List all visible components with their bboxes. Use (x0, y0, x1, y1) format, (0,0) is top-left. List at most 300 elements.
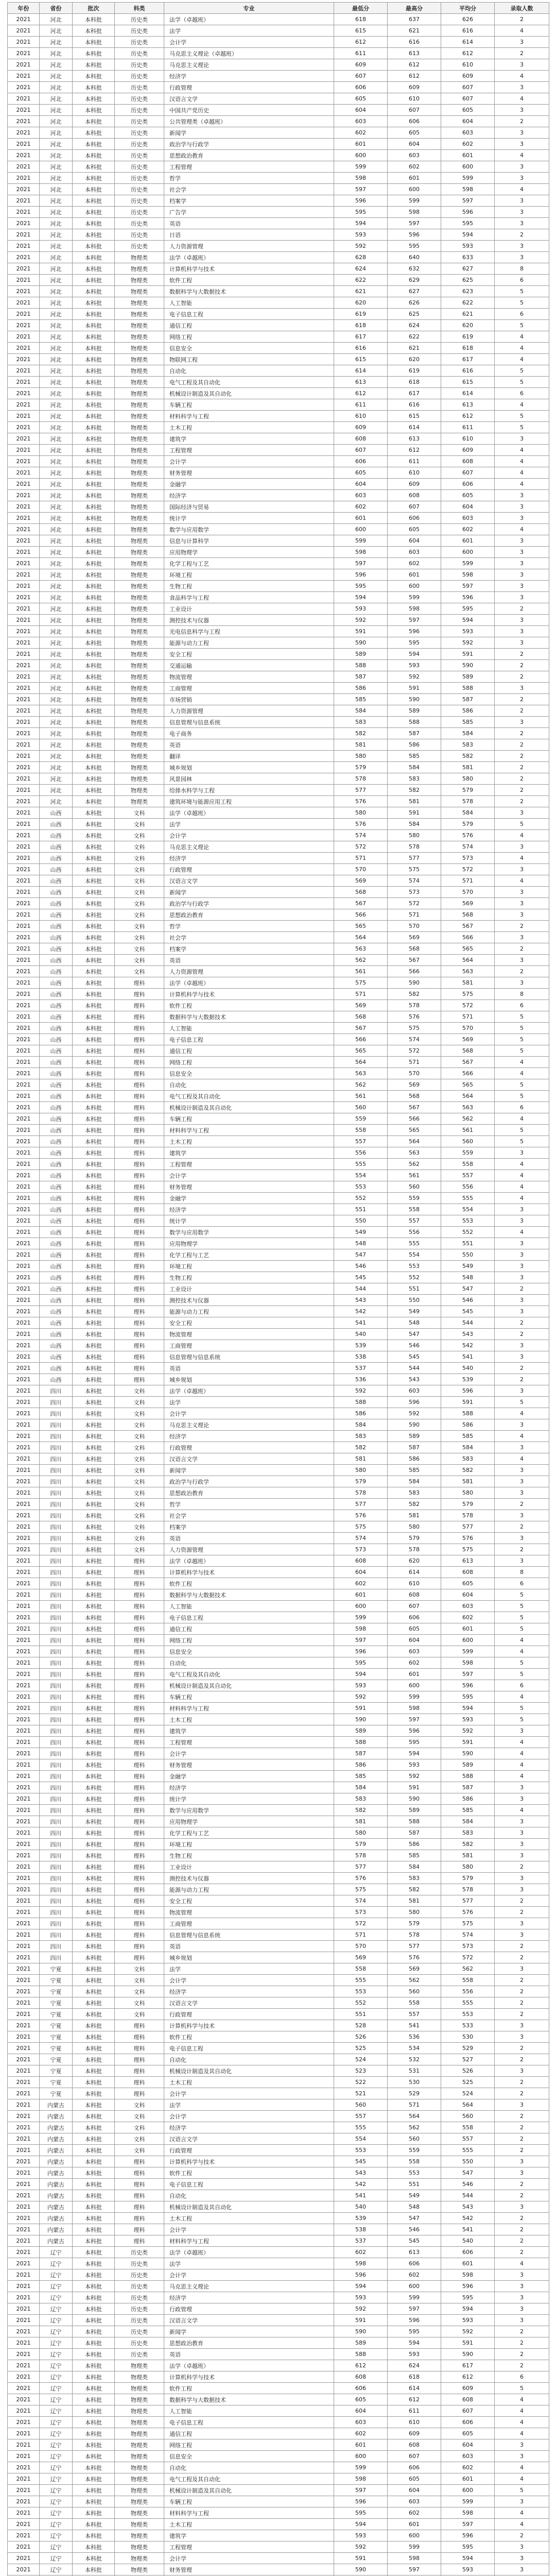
max-score-cell: 587 (388, 1827, 441, 1839)
province-cell: 山西 (40, 1011, 73, 1023)
major-cell: 档案学 (164, 943, 334, 955)
year-cell: 2021 (8, 2258, 40, 2269)
admitted-count-cell: 3 (495, 1215, 549, 1227)
major-cell: 翻译 (164, 751, 334, 762)
province-cell: 辽宁 (40, 2519, 73, 2530)
province-cell: 山西 (40, 1023, 73, 1034)
avg-score-cell: 593 (441, 241, 495, 252)
year-cell: 2021 (8, 2541, 40, 2553)
admitted-count-cell: 4 (495, 2405, 549, 2417)
province-cell: 辽宁 (40, 2315, 73, 2326)
max-score-cell: 604 (388, 1635, 441, 1646)
min-score-cell: 587 (334, 1748, 388, 1759)
col-header-max-score: 最高分 (388, 3, 441, 14)
avg-score-cell: 542 (441, 2213, 495, 2224)
min-score-cell: 576 (334, 1873, 388, 1884)
max-score-cell: 546 (388, 2224, 441, 2235)
batch-cell: 本科批 (73, 2337, 115, 2349)
min-score-cell: 541 (334, 2190, 388, 2201)
avg-score-cell: 578 (441, 1510, 495, 1521)
admitted-count-cell: 3 (495, 1884, 549, 1895)
year-cell: 2021 (8, 909, 40, 921)
admitted-count-cell: 5 (495, 1136, 549, 1147)
table-row (8, 161, 549, 173)
province-cell: 山西 (40, 887, 73, 898)
max-score-cell: 610 (388, 2417, 441, 2428)
avg-score-cell: 557 (441, 2133, 495, 2145)
province-cell: 四川 (40, 1782, 73, 1793)
table-row (8, 1793, 549, 1805)
subject-cell: 物理类 (115, 626, 164, 637)
major-cell: 社会学 (164, 1510, 334, 1521)
admitted-count-cell: 6 (495, 275, 549, 286)
major-cell: 法学（卓越班） (164, 1555, 334, 1567)
min-score-cell: 596 (334, 195, 388, 207)
subject-cell: 文科 (115, 1533, 164, 1544)
batch-cell: 本科批 (73, 1068, 115, 1079)
min-score-cell: 575 (334, 977, 388, 989)
major-cell: 能源与动力工程 (164, 1306, 334, 1317)
batch-cell: 本科批 (73, 1102, 115, 1113)
avg-score-cell: 547 (441, 2167, 495, 2179)
admitted-count-cell: 2 (495, 116, 549, 127)
admitted-count-cell: 4 (495, 456, 549, 467)
max-score-cell: 595 (388, 241, 441, 252)
major-cell: 英语 (164, 1941, 334, 1952)
batch-cell: 本科批 (73, 649, 115, 660)
avg-score-cell: 584 (441, 1816, 495, 1827)
avg-score-cell: 574 (441, 841, 495, 853)
min-score-cell: 588 (334, 1737, 388, 1748)
min-score-cell: 612 (334, 37, 388, 48)
subject-cell: 理科 (115, 2020, 164, 2031)
batch-cell: 本科批 (73, 705, 115, 717)
max-score-cell: 625 (388, 309, 441, 320)
batch-cell: 本科批 (73, 1374, 115, 1385)
admitted-count-cell: 2 (495, 921, 549, 932)
min-score-cell: 593 (334, 2292, 388, 2303)
min-score-cell: 608 (334, 433, 388, 445)
province-cell: 山西 (40, 1079, 73, 1091)
year-cell: 2021 (8, 1091, 40, 1102)
max-score-cell: 545 (388, 1351, 441, 1363)
admitted-count-cell: 3 (495, 1839, 549, 1850)
min-score-cell: 546 (334, 1261, 388, 1272)
year-cell: 2021 (8, 1374, 40, 1385)
max-score-cell: 593 (388, 2349, 441, 2360)
major-cell: 新闻学 (164, 887, 334, 898)
province-cell: 河北 (40, 694, 73, 705)
avg-score-cell: 574 (441, 1929, 495, 1941)
table-row (8, 1907, 549, 1918)
province-cell: 河北 (40, 14, 73, 25)
major-cell: 汉语言文学 (164, 93, 334, 105)
min-score-cell: 568 (334, 887, 388, 898)
min-score-cell: 593 (334, 1680, 388, 1691)
table-row (8, 660, 549, 671)
avg-score-cell: 584 (441, 728, 495, 739)
avg-score-cell: 616 (441, 25, 495, 37)
province-cell: 河北 (40, 343, 73, 354)
major-cell: 马克思主义理论 (164, 59, 334, 71)
subject-cell: 理科 (115, 1340, 164, 1351)
avg-score-cell: 610 (441, 59, 495, 71)
avg-score-cell: 600 (441, 161, 495, 173)
province-cell: 山西 (40, 966, 73, 977)
major-cell: 建筑学 (164, 1147, 334, 1159)
subject-cell: 物理类 (115, 365, 164, 377)
subject-cell: 理科 (115, 1068, 164, 1079)
province-cell: 宁夏 (40, 2043, 73, 2054)
subject-cell: 理科 (115, 1091, 164, 1102)
avg-score-cell: 533 (441, 2020, 495, 2031)
year-cell: 2021 (8, 1159, 40, 1170)
admitted-count-cell: 3 (495, 2156, 549, 2167)
year-cell: 2021 (8, 2519, 40, 2530)
admitted-count-cell: 5 (495, 1397, 549, 1408)
year-cell: 2021 (8, 2145, 40, 2156)
major-cell: 金融学 (164, 1771, 334, 1782)
min-score-cell: 571 (334, 1929, 388, 1941)
province-cell: 山西 (40, 1045, 73, 1057)
year-cell: 2021 (8, 683, 40, 694)
avg-score-cell: 581 (441, 1850, 495, 1861)
max-score-cell: 553 (388, 1261, 441, 1272)
min-score-cell: 524 (334, 2054, 388, 2065)
table-row (8, 1215, 549, 1227)
major-cell: 经济学 (164, 2122, 334, 2133)
table-row (8, 1510, 549, 1521)
max-score-cell: 593 (388, 660, 441, 671)
batch-cell: 本科批 (73, 762, 115, 773)
year-cell: 2021 (8, 1986, 40, 1997)
batch-cell: 本科批 (73, 1975, 115, 1986)
admitted-count-cell: 5 (495, 1091, 549, 1102)
table-row (8, 1363, 549, 1374)
province-cell: 河北 (40, 354, 73, 365)
major-cell: 行政管理 (164, 82, 334, 93)
subject-cell: 物理类 (115, 728, 164, 739)
major-cell: 交通运输 (164, 660, 334, 671)
major-cell: 工业设计 (164, 1861, 334, 1873)
province-cell: 宁夏 (40, 1963, 73, 1975)
table-row (8, 127, 549, 139)
admitted-count-cell: 6 (495, 309, 549, 320)
batch-cell: 本科批 (73, 2031, 115, 2043)
min-score-cell: 605 (334, 2394, 388, 2405)
major-cell: 英语 (164, 2349, 334, 2360)
admitted-count-cell: 4 (495, 25, 549, 37)
min-score-cell: 621 (334, 286, 388, 297)
table-row (8, 501, 549, 513)
max-score-cell: 587 (388, 728, 441, 739)
max-score-cell: 590 (388, 694, 441, 705)
batch-cell: 本科批 (73, 354, 115, 365)
min-score-cell: 578 (334, 1487, 388, 1499)
subject-cell: 物理类 (115, 2462, 164, 2473)
avg-score-cell: 558 (441, 1159, 495, 1170)
admitted-count-cell: 3 (495, 683, 549, 694)
year-cell: 2021 (8, 796, 40, 807)
min-score-cell: 605 (334, 467, 388, 479)
max-score-cell: 529 (388, 2088, 441, 2099)
province-cell: 四川 (40, 1929, 73, 1941)
province-cell: 内蒙古 (40, 2179, 73, 2190)
major-cell: 经济学 (164, 1986, 334, 1997)
min-score-cell: 592 (334, 2303, 388, 2315)
province-cell: 辽宁 (40, 2360, 73, 2371)
max-score-cell: 590 (388, 1793, 441, 1805)
batch-cell: 本科批 (73, 1680, 115, 1691)
province-cell: 辽宁 (40, 2292, 73, 2303)
major-cell: 新闻学 (164, 2326, 334, 2337)
min-score-cell: 600 (334, 1601, 388, 1612)
table-row (8, 1238, 549, 1249)
major-cell: 风景园林 (164, 773, 334, 785)
min-score-cell: 590 (334, 2326, 388, 2337)
admitted-count-cell: 2 (495, 1986, 549, 1997)
major-cell: 建筑学 (164, 2530, 334, 2541)
admitted-count-cell: 3 (495, 82, 549, 93)
major-cell: 政治学与行政学 (164, 139, 334, 150)
min-score-cell: 572 (334, 1918, 388, 1929)
province-cell: 四川 (40, 1646, 73, 1657)
table-row (8, 297, 549, 309)
max-score-cell: 578 (388, 841, 441, 853)
batch-cell: 本科批 (73, 2111, 115, 2122)
max-score-cell: 607 (388, 105, 441, 116)
batch-cell: 本科批 (73, 2167, 115, 2179)
avg-score-cell: 596 (441, 207, 495, 218)
avg-score-cell: 601 (441, 2258, 495, 2269)
major-cell: 马克思主义理论 (164, 2281, 334, 2292)
subject-cell: 物理类 (115, 603, 164, 615)
batch-cell: 本科批 (73, 309, 115, 320)
batch-cell: 本科批 (73, 1589, 115, 1601)
year-cell: 2021 (8, 1227, 40, 1238)
province-cell: 山西 (40, 1159, 73, 1170)
subject-cell: 物理类 (115, 2405, 164, 2417)
max-score-cell: 551 (388, 2179, 441, 2190)
year-cell: 2021 (8, 1793, 40, 1805)
batch-cell: 本科批 (73, 2247, 115, 2258)
max-score-cell: 567 (388, 1102, 441, 1113)
max-score-cell: 562 (388, 1159, 441, 1170)
subject-cell: 文科 (115, 1975, 164, 1986)
avg-score-cell: 540 (441, 1363, 495, 1374)
table-row (8, 1533, 549, 1544)
table-row (8, 1340, 549, 1351)
admitted-count-cell: 5 (495, 286, 549, 297)
subject-cell: 物理类 (115, 2451, 164, 2462)
province-cell: 河北 (40, 139, 73, 150)
year-cell: 2021 (8, 1283, 40, 1295)
subject-cell: 理科 (115, 2224, 164, 2235)
max-score-cell: 581 (388, 1510, 441, 1521)
avg-score-cell: 607 (441, 82, 495, 93)
table-row (8, 966, 549, 977)
max-score-cell: 586 (388, 1839, 441, 1850)
min-score-cell: 616 (334, 343, 388, 354)
batch-cell: 本科批 (73, 853, 115, 864)
table-row (8, 1691, 549, 1703)
subject-cell: 理科 (115, 1827, 164, 1839)
admitted-count-cell: 2 (495, 649, 549, 660)
avg-score-cell: 595 (441, 218, 495, 229)
year-cell: 2021 (8, 1567, 40, 1578)
subject-cell: 物理类 (115, 2541, 164, 2553)
table-row (8, 2111, 549, 2122)
major-cell: 广告学 (164, 207, 334, 218)
min-score-cell: 556 (334, 1147, 388, 1159)
province-cell: 河北 (40, 105, 73, 116)
table-row (8, 1204, 549, 1215)
admitted-count-cell: 3 (495, 1306, 549, 1317)
max-score-cell: 589 (388, 1431, 441, 1442)
max-score-cell: 573 (388, 887, 441, 898)
province-cell: 山西 (40, 977, 73, 989)
province-cell: 山西 (40, 943, 73, 955)
admitted-count-cell: 4 (495, 1771, 549, 1782)
batch-cell: 本科批 (73, 1306, 115, 1317)
avg-score-cell: 593 (441, 2315, 495, 2326)
table-row (8, 173, 549, 184)
max-score-cell: 555 (388, 1238, 441, 1249)
table-row (8, 1555, 549, 1567)
admitted-count-cell: 4 (495, 2473, 549, 2485)
batch-cell: 本科批 (73, 864, 115, 875)
subject-cell: 理科 (115, 1181, 164, 1193)
max-score-cell: 597 (388, 1714, 441, 1725)
subject-cell: 理科 (115, 1227, 164, 1238)
table-row (8, 977, 549, 989)
year-cell: 2021 (8, 1113, 40, 1125)
table-row (8, 1170, 549, 1181)
subject-cell: 历史类 (115, 2349, 164, 2360)
subject-cell: 文科 (115, 2111, 164, 2122)
avg-score-cell: 609 (441, 445, 495, 456)
table-row (8, 1261, 549, 1272)
batch-cell: 本科批 (73, 535, 115, 547)
min-score-cell: 602 (334, 2247, 388, 2258)
min-score-cell: 593 (334, 2530, 388, 2541)
max-score-cell: 536 (388, 2031, 441, 2043)
max-score-cell: 566 (388, 966, 441, 977)
subject-cell: 文科 (115, 966, 164, 977)
table-row (8, 683, 549, 694)
max-score-cell: 574 (388, 875, 441, 887)
province-cell: 山西 (40, 1329, 73, 1340)
table-row (8, 1057, 549, 1068)
table-row (8, 2201, 549, 2213)
table-row (8, 2190, 549, 2201)
year-cell: 2021 (8, 2269, 40, 2281)
avg-score-cell: 540 (441, 2235, 495, 2247)
max-score-cell: 599 (388, 195, 441, 207)
province-cell: 河北 (40, 399, 73, 411)
batch-cell: 本科批 (73, 1544, 115, 1555)
max-score-cell: 592 (388, 1408, 441, 1419)
max-score-cell: 592 (388, 671, 441, 683)
province-cell: 山西 (40, 909, 73, 921)
min-score-cell: 560 (334, 1102, 388, 1113)
table-row (8, 2485, 549, 2496)
admitted-count-cell: 3 (495, 139, 549, 150)
batch-cell: 本科批 (73, 875, 115, 887)
subject-cell: 物理类 (115, 2507, 164, 2519)
major-cell: 人力资源管理 (164, 1544, 334, 1555)
avg-score-cell: 604 (441, 501, 495, 513)
table-row (8, 1023, 549, 1034)
avg-score-cell: 603 (441, 2451, 495, 2462)
max-score-cell: 547 (388, 2213, 441, 2224)
major-cell: 软件工程 (164, 1000, 334, 1011)
avg-score-cell: 613 (441, 399, 495, 411)
table-row (8, 1125, 549, 1136)
batch-cell: 本科批 (73, 989, 115, 1000)
avg-score-cell: 607 (441, 467, 495, 479)
batch-cell: 本科批 (73, 547, 115, 558)
avg-score-cell: 572 (441, 864, 495, 875)
admitted-count-cell: 4 (495, 2519, 549, 2530)
major-cell: 软件工程 (164, 275, 334, 286)
province-cell: 河北 (40, 626, 73, 637)
batch-cell: 本科批 (73, 2292, 115, 2303)
batch-cell: 本科批 (73, 1907, 115, 1918)
province-cell: 山西 (40, 819, 73, 830)
admitted-count-cell: 2 (495, 705, 549, 717)
avg-score-cell: 598 (441, 1657, 495, 1669)
subject-cell: 文科 (115, 841, 164, 853)
max-score-cell: 550 (388, 1295, 441, 1306)
batch-cell: 本科批 (73, 93, 115, 105)
subject-cell: 理科 (115, 1363, 164, 1374)
province-cell: 河北 (40, 82, 73, 93)
max-score-cell: 599 (388, 2292, 441, 2303)
year-cell: 2021 (8, 2417, 40, 2428)
year-cell: 2021 (8, 1408, 40, 1419)
table-row (8, 909, 549, 921)
table-row (8, 569, 549, 581)
min-score-cell: 564 (334, 1057, 388, 1068)
max-score-cell: 596 (388, 1725, 441, 1737)
table-row (8, 1079, 549, 1091)
avg-score-cell: 581 (441, 977, 495, 989)
table-row (8, 2281, 549, 2292)
year-cell: 2021 (8, 82, 40, 93)
min-score-cell: 569 (334, 875, 388, 887)
min-score-cell: 620 (334, 297, 388, 309)
table-row (8, 1884, 549, 1895)
year-cell: 2021 (8, 1442, 40, 1453)
batch-cell: 本科批 (73, 1261, 115, 1272)
subject-cell: 理科 (115, 1113, 164, 1125)
min-score-cell: 561 (334, 966, 388, 977)
avg-score-cell: 590 (441, 1748, 495, 1759)
admitted-count-cell: 4 (495, 1691, 549, 1703)
major-cell: 土木工程 (164, 1136, 334, 1147)
major-cell: 通信工程 (164, 320, 334, 331)
admitted-count-cell: 3 (495, 501, 549, 513)
avg-score-cell: 549 (441, 1261, 495, 1272)
table-row (8, 2099, 549, 2111)
subject-cell: 物理类 (115, 320, 164, 331)
admitted-count-cell: 3 (495, 592, 549, 603)
subject-cell: 历史类 (115, 25, 164, 37)
year-cell: 2021 (8, 1612, 40, 1623)
province-cell: 四川 (40, 1895, 73, 1907)
major-cell: 汉语言文学 (164, 875, 334, 887)
